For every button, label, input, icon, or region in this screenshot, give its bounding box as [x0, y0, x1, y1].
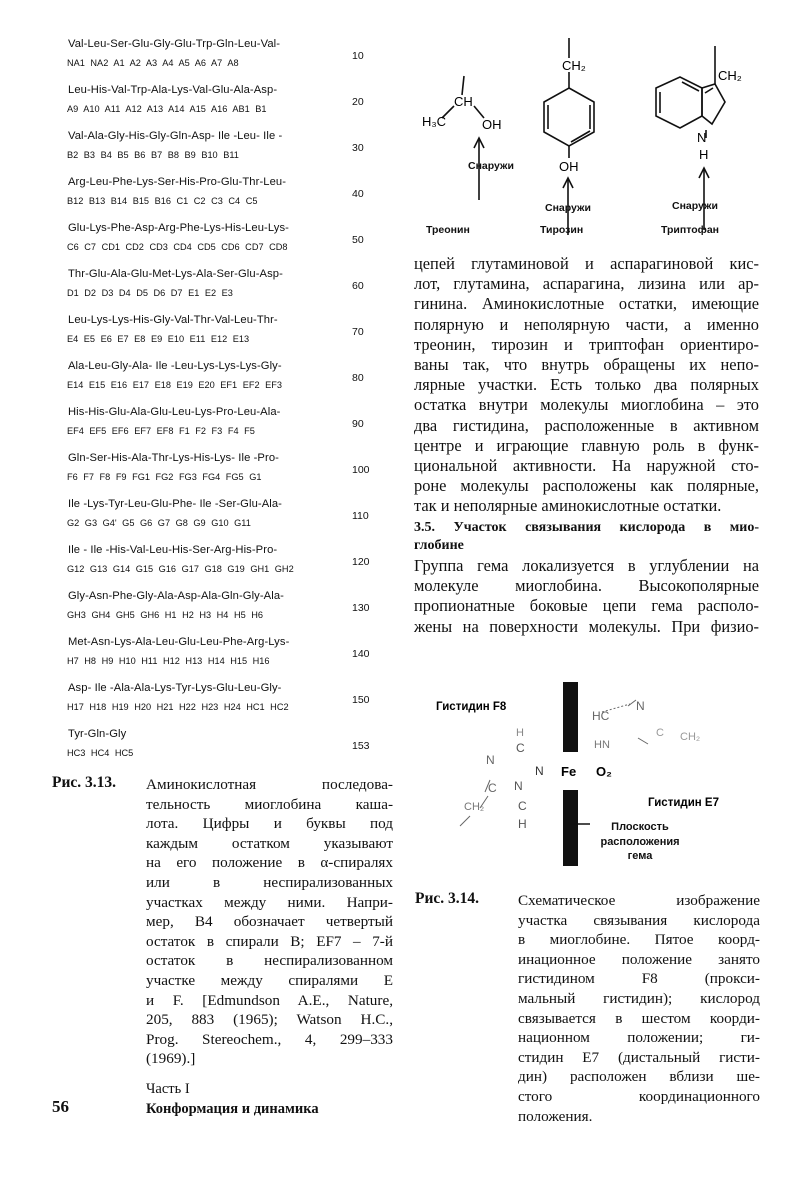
threonine-label: Треонин [426, 224, 470, 236]
sequence-residue-number: 150 [352, 694, 370, 706]
paragraph1-line: цепей глутаминовой и аспарагиновой кис- [414, 254, 759, 273]
caption313-line: Аминокислотная последова- [146, 776, 393, 793]
sequence-positions: HC3 HC4 HC5 [67, 748, 134, 758]
paragraph2-line: Группа гема локализуется в углублении на [414, 556, 759, 575]
sequence-row [56, 636, 376, 682]
caption314-line: стого координационного [518, 1087, 760, 1105]
e7-hc-label: HC [592, 709, 610, 723]
paragraph1-line: роне молекулы расположены как полярные, [414, 476, 759, 496]
thr-oh-label: OH [482, 117, 502, 132]
sequence-positions: H7 H8 H9 H10 H11 H12 H13 H14 H15 H16 [67, 656, 270, 666]
sequence-positions: B12 B13 B14 B15 B16 C1 C2 C3 C4 C5 [67, 196, 258, 206]
fig-314-caption [518, 891, 760, 1126]
sequence-row [56, 268, 376, 314]
heme-site-figure [430, 676, 770, 876]
f8-n2-label: N [514, 779, 523, 793]
sequence-positions: EF4 EF5 EF6 EF7 EF8 F1 F2 F3 F4 F5 [67, 426, 255, 436]
paragraph1-line: гинина. Аминокислотные остатки, имеющие [414, 294, 759, 314]
caption314-line: инационное положение занято [518, 950, 760, 968]
sequence-positions: A9 A10 A11 A12 A13 A14 A15 A16 AB1 B1 [67, 104, 267, 114]
sequence-table [56, 38, 376, 774]
f8-c-low-label: C [518, 799, 527, 813]
section-heading-line1: 3.5. Участок связывания кислорода в мио- [414, 520, 759, 535]
caption313-line: и F. [Edmundson A.E., Nature, [146, 991, 393, 1009]
sequence-row [56, 222, 376, 268]
fig-313-label: Рис. 3.13. [52, 774, 117, 791]
paragraph1-line: лярные участки. Есть только два полярных [414, 375, 759, 395]
f8-h-top-label: H [516, 727, 524, 739]
caption313-line: участках между ними. Напри- [146, 893, 393, 911]
sequence-positions: E4 E5 E6 E7 E8 E9 E10 E11 E12 E13 [67, 334, 250, 344]
sequence-residues: Gly-Asn-Phe-Gly-Ala-Asp-Ala-Gln-Gly-Ala- [68, 590, 284, 602]
sequence-row [56, 544, 376, 590]
f8-c-mid-label: C [488, 781, 497, 795]
fe-label: Fe [561, 764, 577, 779]
thr-ch-label: CH [454, 94, 473, 109]
sequence-residue-number: 120 [352, 556, 370, 568]
sequence-row [56, 360, 376, 406]
heme-plane-line3: гема [627, 850, 653, 862]
heme-plane-line1: Плоскость [611, 821, 669, 833]
sequence-residue-number: 20 [352, 96, 364, 108]
paragraph1-line: так и неполярные аминокислотные остатки. [414, 496, 722, 516]
sequence-positions: G2 G3 G4' G5 G6 G7 G8 G9 G10 G11 [67, 518, 251, 528]
his-f8-label: Гистидин F8 [436, 701, 507, 713]
heme-plane-line2: расположения [600, 835, 680, 848]
caption314-line: Схематическое изображение [518, 892, 760, 909]
caption313-line: тельность миоглобина кашa- [146, 795, 393, 813]
trp-h-label: H [699, 147, 709, 162]
sequence-row [56, 452, 376, 498]
sequence-residues: Val-Leu-Ser-Glu-Gly-Glu-Trp-Gln-Leu-Val- [68, 38, 281, 50]
trp-outside-label: Снаружи [672, 200, 718, 212]
sequence-residue-number: 50 [352, 234, 364, 246]
sequence-residue-number: 90 [352, 418, 364, 430]
section-heading [414, 519, 759, 555]
sequence-positions: G12 G13 G14 G15 G16 G17 G18 G19 GH1 GH2 [67, 564, 294, 574]
caption313-line: или в неспирализованных [146, 873, 393, 891]
paragraph1-line: циональной активности. На наружной сто- [414, 456, 759, 476]
caption313-line: на его положение в α-спиралях [146, 854, 393, 872]
caption313-line: остаток в спирали B; EF7 – 7-й [146, 932, 393, 950]
sequence-residue-number: 110 [352, 510, 369, 522]
heme-plane-label [590, 820, 690, 864]
sequence-residues: Ile -Lys-Tyr-Leu-Glu-Phe- Ile -Ser-Glu-Ala- [68, 498, 283, 510]
part-title: Конформация и динамика [146, 1101, 319, 1117]
caption313-line: 205, 883 (1965); Watson H.C., [146, 1011, 393, 1029]
sequence-residue-number: 30 [352, 142, 364, 154]
sequence-residues: Asp- Ile -Ala-Ala-Lys-Tyr-Lys-Glu-Leu-Gly- [68, 682, 282, 694]
caption313-line: участке между спиралями E [146, 971, 393, 989]
paragraph1-line: треонин, тирозин и триптофан ориентиро- [414, 334, 759, 354]
f8-n-label: N [486, 753, 495, 767]
his-e7-label: Гистидин E7 [648, 797, 719, 809]
caption313-line: (1969).] [146, 1050, 196, 1068]
sequence-residue-number: 130 [352, 602, 370, 614]
sequence-row [56, 590, 376, 636]
page-number: 56 [52, 1097, 69, 1116]
sequence-residues: Leu-Lys-Lys-His-Gly-Val-Thr-Val-Leu-Thr- [68, 314, 278, 326]
sequence-row [56, 406, 376, 452]
paragraph2-line: жены на поверхности молекулы. При физио- [414, 616, 759, 636]
sequence-residues: Thr-Glu-Ala-Glu-Met-Lys-Ala-Ser-Glu-Asp- [68, 268, 283, 280]
sequence-positions: F6 F7 F8 F9 FG1 FG2 FG3 FG4 FG5 G1 [67, 472, 262, 482]
sequence-residues: Ile - Ile -His-Val-Leu-His-Ser-Arg-His-Pro- [68, 544, 278, 556]
section-heading-line2: глобине [414, 538, 464, 553]
f8-c-top-label: C [516, 741, 525, 755]
sequence-row [56, 314, 376, 360]
caption314-line: дин) расположен вблизи ше- [518, 1068, 760, 1086]
sequence-positions: H17 H18 H19 H20 H21 H22 H23 H24 HC1 HC2 [67, 702, 289, 712]
e7-ch2-label: CH₂ [680, 731, 701, 743]
paragraph1-line: ваны так, что внутрь обращены их непо- [414, 355, 759, 375]
o2-label: O₂ [596, 764, 612, 779]
f8-ch2-label: CH₂ [464, 801, 485, 813]
tyrosine-label: Тирозин [540, 224, 584, 236]
caption314-line: гистидином F8 (прокси- [518, 970, 760, 988]
tyr-oh-label: OH [559, 159, 579, 174]
sequence-row [56, 682, 376, 728]
fig-314-label: Рис. 3.14. [415, 890, 480, 907]
sequence-positions: C6 C7 CD1 CD2 CD3 CD4 CD5 CD6 CD7 CD8 [67, 242, 288, 252]
sequence-residues: Met-Asn-Lys-Ala-Leu-Glu-Leu-Phe-Arg-Lys- [68, 636, 290, 648]
sequence-row [56, 498, 376, 544]
sequence-residue-number: 153 [352, 740, 370, 752]
trp-ch2-label: CH₂ [718, 68, 742, 83]
sequence-positions: B2 B3 B4 B5 B6 B7 B8 B9 B10 B11 [67, 150, 239, 160]
caption314-line: участка связывания кислорода [518, 911, 760, 929]
sequence-positions: GH3 GH4 GH5 GH6 H1 H2 H3 H4 H5 H6 [67, 610, 264, 620]
paragraph1-line: центре и играющие главную роль в функ- [414, 435, 759, 455]
sequence-residues: Tyr-Gln-Gly [68, 728, 127, 740]
caption314-line: стидин E7 (дистальный гисти- [518, 1048, 760, 1066]
sequence-residues: Glu-Lys-Phe-Asp-Arg-Phe-Lys-His-Leu-Lys- [68, 222, 289, 234]
sequence-row [56, 728, 376, 774]
e7-hn-label: HN [594, 739, 610, 751]
side-chain-structures [412, 30, 772, 250]
sequence-residue-number: 80 [352, 372, 364, 384]
sequence-residue-number: 70 [352, 326, 364, 338]
sequence-residues: Arg-Leu-Phe-Lys-Ser-His-Pro-Glu-Thr-Leu- [68, 176, 287, 188]
sequence-residue-number: 10 [352, 50, 364, 62]
caption313-line: каждым остатком указывают [146, 834, 393, 852]
paragraph1-line: два гистидина, расположенные в активном [414, 415, 759, 435]
thr-h3c-label: H₃C [422, 114, 447, 129]
paragraph-polar-residues [414, 254, 759, 517]
caption313-line: остаток в неспирализованном [146, 952, 393, 970]
trp-n-label: N [697, 130, 707, 145]
paragraph2-line: молекуле миоглобина. Высокополярные [414, 576, 759, 596]
tyr-ch2-label: CH₂ [562, 58, 586, 73]
caption314-line: в миоглобине. Пятое коорд- [518, 931, 760, 949]
paragraph-heme-group [414, 556, 759, 637]
sequence-residues: Val-Ala-Gly-His-Gly-Gln-Asp- Ile -Leu- Ile - [68, 130, 283, 142]
caption314-line: положения. [518, 1107, 593, 1125]
e7-n-label: N [636, 699, 645, 713]
tyr-outside-label: Снаружи [545, 202, 591, 214]
sequence-residue-number: 100 [352, 464, 370, 476]
part-label: Часть I [146, 1081, 190, 1097]
paragraph1-line: лот, глутамина, аспарагина, лизина или ар- [414, 274, 759, 294]
thr-outside-label: Снаружи [468, 160, 514, 172]
sequence-row [56, 84, 376, 130]
sequence-positions: NA1 NA2 A1 A2 A3 A4 A5 A6 A7 A8 [67, 58, 239, 68]
paragraph1-line: остатка внутри молекулы миоглобина – это [414, 395, 759, 415]
caption313-line: лота. Цифры и буквы под [146, 815, 393, 833]
paragraph1-line: полярную и неполярную части, а именно [414, 314, 759, 334]
caption314-line: связывается в шестом коорди- [518, 1009, 760, 1027]
sequence-residues: His-His-Glu-Ala-Glu-Leu-Lys-Pro-Leu-Ala- [68, 406, 281, 418]
caption314-line: мальный гистидин); кислород [518, 989, 760, 1007]
e7-c-label: C [656, 727, 664, 739]
sequence-row [56, 176, 376, 222]
sequence-residue-number: 40 [352, 188, 364, 200]
sequence-row [56, 130, 376, 176]
caption313-line: Prog. Stereochem., 4, 299–333 [146, 1030, 393, 1048]
sequence-positions: E14 E15 E16 E17 E18 E19 E20 EF1 EF2 EF3 [67, 380, 282, 390]
fig-313-caption [146, 775, 393, 1069]
sequence-residue-number: 60 [352, 280, 364, 292]
sequence-residues: Leu-His-Val-Trp-Ala-Lys-Val-Glu-Ala-Asp- [68, 84, 278, 96]
caption314-line: национном положении; ги- [518, 1029, 760, 1047]
sequence-residues: Gln-Ser-His-Ala-Thr-Lys-His-Lys- Ile -Pro- [68, 452, 279, 464]
f8-h-low-label: H [518, 817, 527, 831]
paragraph2-line: пропионатные боковые цепи гема располо- [414, 596, 759, 616]
sequence-residue-number: 140 [352, 648, 370, 660]
sequence-positions: D1 D2 D3 D4 D5 D6 D7 E1 E2 E3 [67, 288, 233, 298]
tryptophan-label: Триптофан [661, 224, 720, 236]
sequence-residues: Ala-Leu-Gly-Ala- Ile -Leu-Lys-Lys-Lys-Gly- [68, 360, 282, 372]
side-chain-figure [412, 30, 772, 250]
sequence-row [56, 38, 376, 84]
caption313-line: мер, B4 обозначает четвертый [146, 913, 393, 931]
heme-n-label: N [535, 764, 544, 778]
